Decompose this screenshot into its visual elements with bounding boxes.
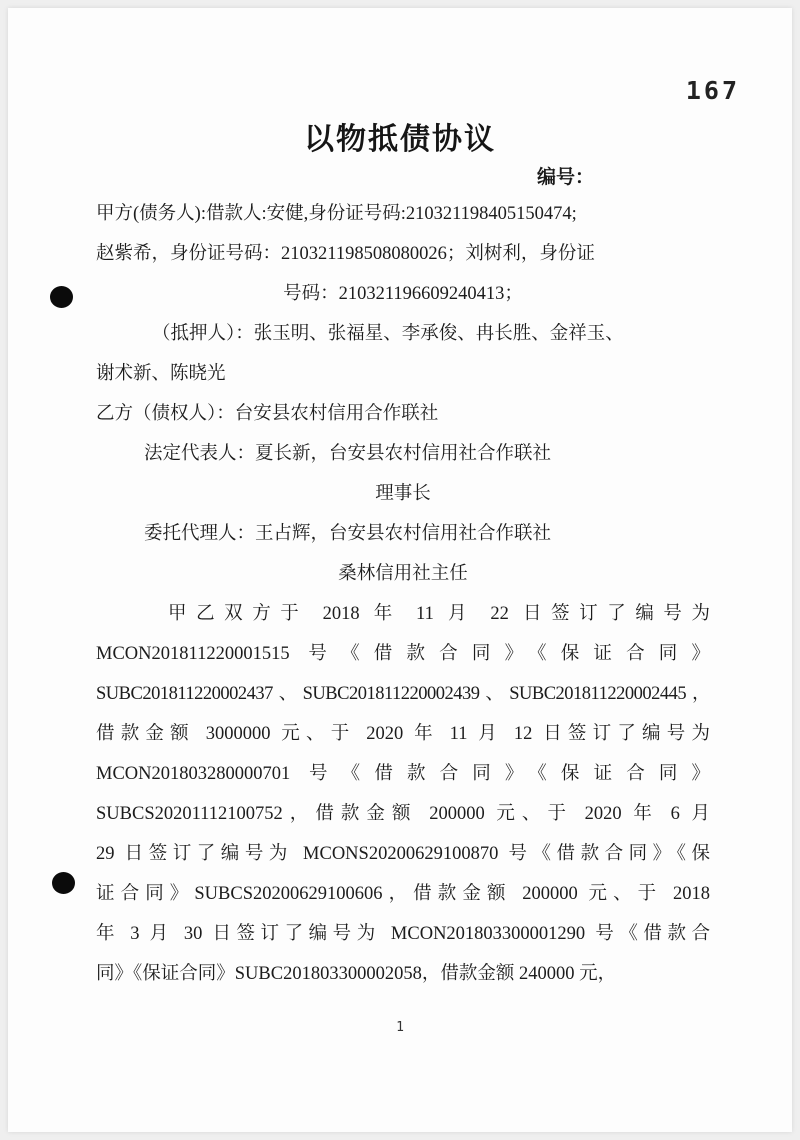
document-line: SUBC201811220002437、SUBC201811220002439、SUBC201811220002445， <box>96 684 710 704</box>
page-stamp-number: 167 <box>685 76 740 105</box>
document-line: 谢术新、陈晓光 <box>96 364 226 384</box>
hole-punch-mark-bottom <box>52 872 75 894</box>
document-line: 甲方(债务人):借款人:安健,身份证号码:210321198405150474; <box>96 204 577 224</box>
document-line: 赵紫希，身份证号码：210321198508080026；刘树利，身份证 <box>96 244 595 264</box>
document-line: MCON201803280000701 号《借款合同》《保证合同》 <box>96 764 710 784</box>
document-line: 法定代表人：夏长新，台安县农村信用社合作联社 <box>144 444 552 464</box>
hole-punch-mark-top <box>50 286 73 308</box>
document-line: 同》《保证合同》SUBC201803300002058，借款金额 240000 元， <box>96 964 617 984</box>
document-line: 年 3 月 30 日签订了编号为 MCON201803300001290 号《借款合 <box>96 924 710 944</box>
document-number-label: 编号： <box>537 167 595 188</box>
document-line: 理事长 <box>375 484 431 504</box>
document-line: 借款金额 3000000 元、于 2020 年 11 月 12 日签订了编号为 <box>96 724 710 744</box>
document-line: 桑林信用社主任 <box>338 564 468 584</box>
scanned-document-page <box>8 8 792 1132</box>
document-line: MCON201811220001515 号《借款合同》《保证合同》 <box>96 644 710 664</box>
footer-page-number: 1 <box>396 1020 404 1035</box>
document-line: 委托代理人：王占辉，台安县农村信用社合作联社 <box>144 524 552 544</box>
document-line: 证合同》SUBCS20200629100606，借款金额 200000 元、于 2018 <box>96 884 710 904</box>
document-line: 甲乙双方于 2018 年 11 月 22 日签订了编号为 <box>168 604 710 624</box>
document-line: SUBCS20201112100752，借款金额 200000 元、于 2020 年 6 月 <box>96 804 710 824</box>
document-line: 号码：210321196609240413； <box>283 284 523 304</box>
document-line: （抵押人）：张玉明、张福星、李承俊、冉长胜、金祥玉、 <box>152 324 624 344</box>
document-body <box>96 194 710 994</box>
document-line: 乙方（债权人）：台安县农村信用合作联社 <box>96 404 439 424</box>
document-title: 以物抵债协议 <box>304 123 496 156</box>
document-line: 29 日签订了编号为 MCONS20200629100870 号《借款合同》《保 <box>96 844 710 864</box>
